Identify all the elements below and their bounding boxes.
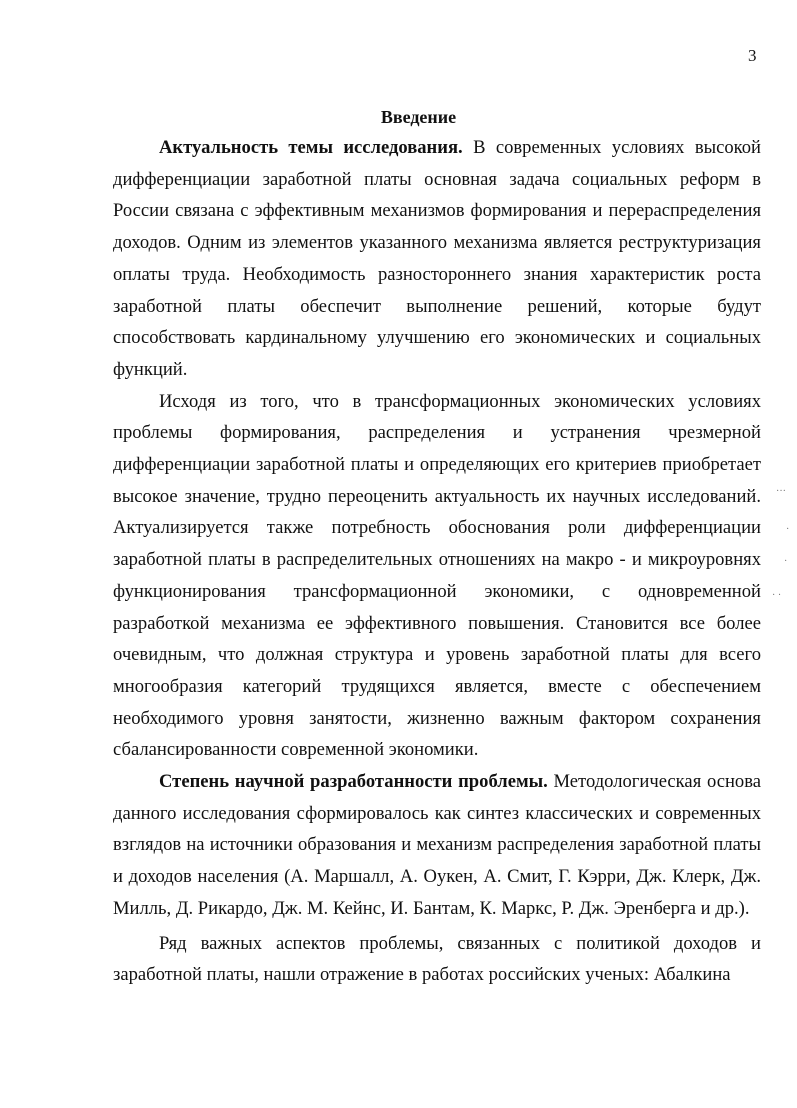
paragraph-aspects [113,928,761,991]
paragraph-relevance [113,132,761,386]
page-number: 3 [748,46,757,65]
paragraph-lead-relevance: Актуальность темы исследования. [159,137,463,158]
paragraph-transformation [113,386,761,766]
paragraph-text-transformation: Исходя из того, что в трансформационных экономических условиях проблемы формирования, распределения и устранения чрезмерной дифференциации заработной платы и определяющих его критериев приобретает высокое значение, трудно переоценить актуальность их научных исследований. Актуализируется также потребность обоснования роли дифференциации заработной платы в распределительных отношениях на макро - и микроуровнях функционирования трансформационной экономики, с одновременной разработкой механизма ее эффективного повышения. Становится все более очевидным, что должная структура и уровень заработной платы для всего многообразия категорий трудящихся является, вместе с обеспечением необходимого уровня занятости, жизненно важным фактором сохранения сбалансированности современной экономики. [113,390,761,761]
body-text [113,132,761,991]
section-title: Введение [380,107,457,127]
scan-speck: · [786,524,790,535]
scan-speck: · · [772,590,782,601]
paragraph-text-relevance: В современных условиях высокой дифференциации заработной платы основная задача социальных реформ в России связана с эффективным механизмов формирования и перераспределения доходов. Одним из элементов указанного механизма является реструктуризация оплаты труда. Необходимость разностороннего знания характеристик роста заработной платы обеспечит выполнение решений, которые будут способствовать кардинальному улучшению его экономических и социальных функций. [113,137,761,380]
paragraph-text-aspects: Ряд важных аспектов проблемы, связанных с политикой доходов и заработной платы, нашли отражение в работах российских ученых: Абалкина [113,932,761,986]
scan-speck: ··· [776,486,786,497]
scan-speck: · [784,556,788,567]
paragraph-research-degree [113,766,761,925]
paragraph-lead-research-degree: Степень научной разработанности проблемы. [159,771,548,793]
paragraph-text-research-degree: Методологическая основа данного исследования сформировалось как синтез классических и современных взглядов на источники образования и механизм распределения заработной платы и доходов населения (А. Маршалл, А. Оукен, А. Смит, Г. Кэрри, Дж. Клерк, Дж. Милль, Д. Рикардо, Дж. М. Кейнс, И. Бантам, К. Маркс, Р. Дж. Эренберга и др.). [113,771,761,919]
